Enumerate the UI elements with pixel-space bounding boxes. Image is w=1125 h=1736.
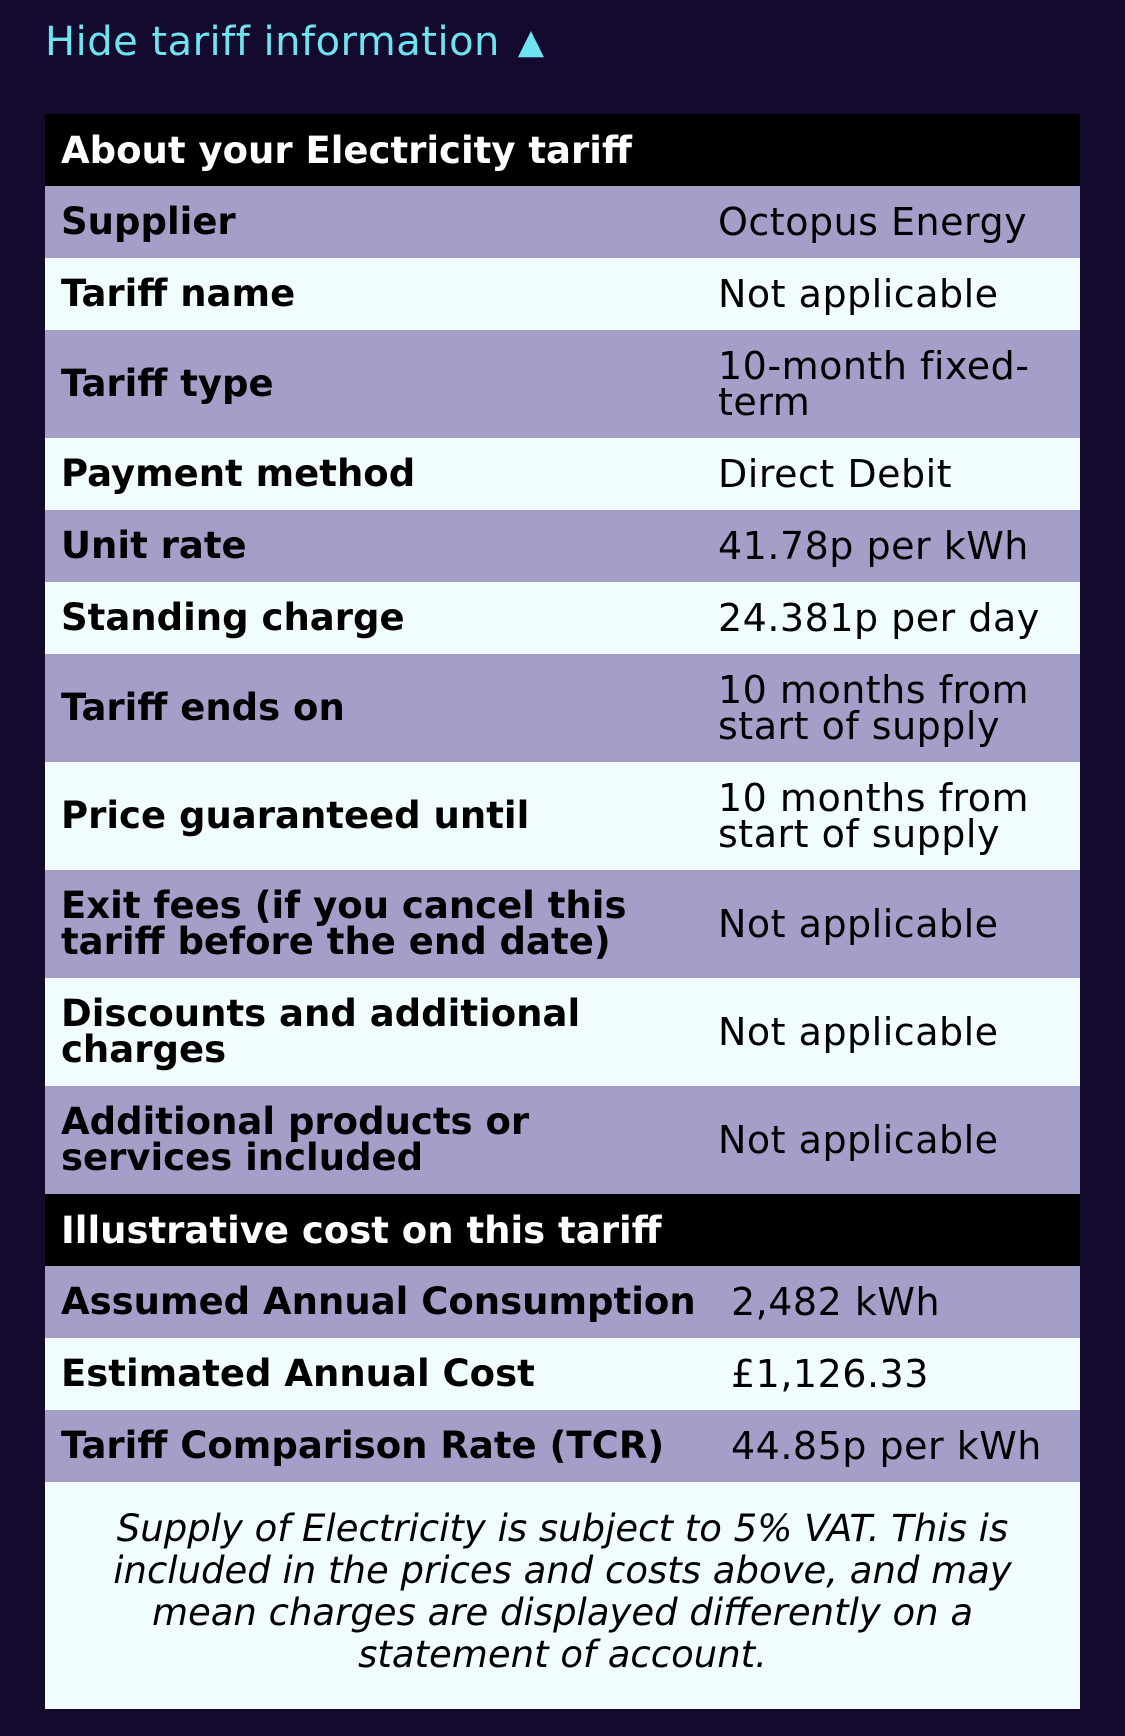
row-label: Price guaranteed until <box>61 794 530 837</box>
row-exit-fees <box>45 870 1080 978</box>
row-value: 2,482 kWh <box>731 1280 941 1324</box>
row-value: Not applicable <box>718 272 999 316</box>
row-label: Unit rate <box>61 524 247 567</box>
row-unit-rate <box>45 510 1080 582</box>
row-value: 44.85p per kWh <box>731 1424 1042 1468</box>
row-payment-method <box>45 438 1080 510</box>
row-label: Tariff type <box>61 362 274 405</box>
row-value: 41.78p per kWh <box>718 524 1029 568</box>
hide-tariff-information-link[interactable] <box>45 14 545 70</box>
row-label: Supplier <box>61 200 236 243</box>
hide-tariff-label: Hide tariff information <box>45 19 500 65</box>
row-value: Octopus Energy <box>718 200 1028 244</box>
row-estimated-annual-cost <box>45 1338 1080 1410</box>
row-label: Estimated Annual Cost <box>61 1352 535 1395</box>
illustrative-cost-heading <box>45 1194 1080 1266</box>
triangle-up-icon: ▲ <box>517 22 545 62</box>
row-value: 24.381p per day <box>718 596 1040 640</box>
row-tariff-ends-on <box>45 654 1080 762</box>
row-standing-charge <box>45 582 1080 654</box>
row-label: Standing charge <box>61 596 405 639</box>
row-tariff-comparison-rate <box>45 1410 1080 1482</box>
row-tariff-name <box>45 258 1080 330</box>
about-tariff-heading-text: About your Electricity tariff <box>61 128 632 172</box>
row-label: Exit fees (if you cancel this tariff before the end date) <box>61 884 627 963</box>
row-label: Discounts and additional charges <box>61 992 581 1071</box>
row-label: Assumed Annual Consumption <box>61 1280 696 1323</box>
row-value: 10 months from start of supply <box>718 668 1030 748</box>
tariff-information-table <box>45 114 1080 1709</box>
row-value: Direct Debit <box>718 452 953 496</box>
row-value: £1,126.33 <box>731 1352 929 1396</box>
row-value: Not applicable <box>718 902 999 946</box>
row-tariff-type <box>45 330 1080 438</box>
about-tariff-heading <box>45 114 1080 186</box>
row-label: Payment method <box>61 452 416 495</box>
illustrative-cost-heading-text: Illustrative cost on this tariff <box>61 1208 662 1252</box>
row-label: Tariff ends on <box>61 686 345 729</box>
row-value: Not applicable <box>718 1118 999 1162</box>
row-price-guaranteed-until <box>45 762 1080 870</box>
row-label: Additional products or services included <box>61 1100 530 1179</box>
row-value: Not applicable <box>718 1010 999 1054</box>
row-additional-products <box>45 1086 1080 1194</box>
row-value: 10-month fixed-term <box>718 344 1030 424</box>
row-value: 10 months from start of supply <box>718 776 1030 856</box>
row-supplier <box>45 186 1080 258</box>
row-label: Tariff name <box>61 272 296 315</box>
row-assumed-annual-consumption <box>45 1266 1080 1338</box>
vat-note: Supply of Electricity is subject to 5% VAT. This is included in the prices and costs above, and may mean charges are displayed differently on a statement of account. <box>45 1482 1080 1709</box>
row-discounts <box>45 978 1080 1086</box>
row-label: Tariff Comparison Rate (TCR) <box>61 1424 665 1467</box>
